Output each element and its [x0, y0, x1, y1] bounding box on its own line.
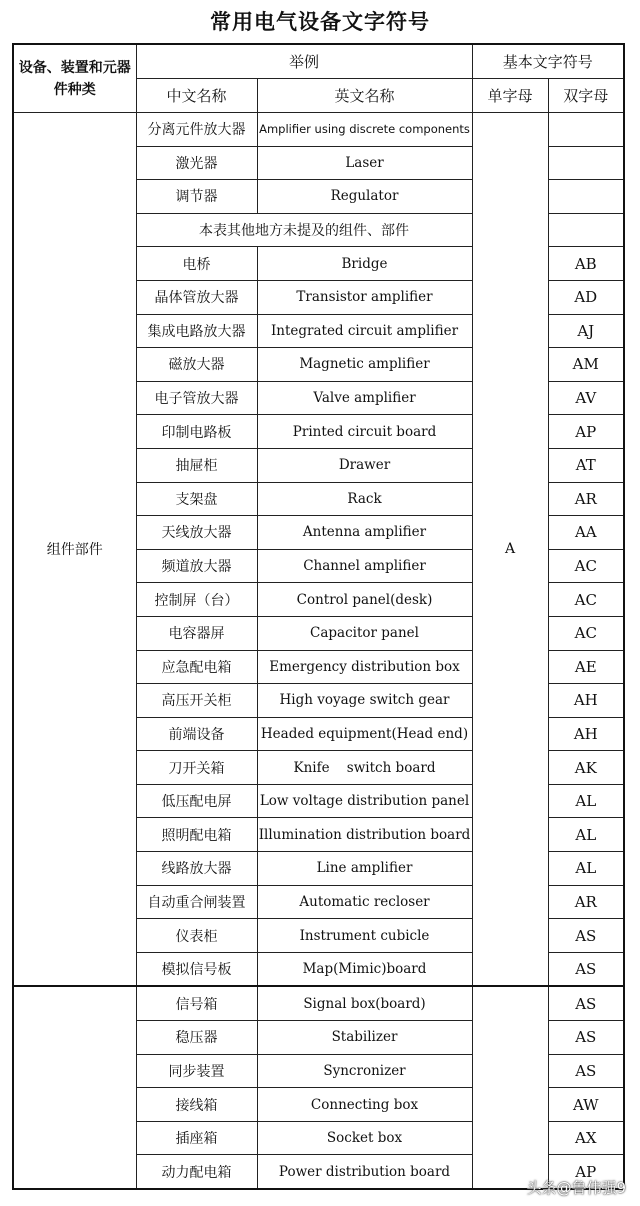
double-letter-cell: AA — [548, 516, 624, 550]
single-letter-cell: A — [472, 113, 548, 987]
cn-name-cell: 激光器 — [136, 146, 257, 180]
double-letter-cell: AH — [548, 717, 624, 751]
watermark: 头条@鲁伟强9 — [526, 1179, 626, 1197]
double-letter-cell — [548, 213, 624, 247]
en-name-cell: Low voltage distribution panel — [257, 784, 472, 818]
cn-name-cell: 同步装置 — [136, 1054, 257, 1088]
en-name-cell: Magnetic amplifier — [257, 348, 472, 382]
cn-name-cell: 高压开关柜 — [136, 684, 257, 718]
en-name-cell: Channel amplifier — [257, 549, 472, 583]
header-example: 举例 — [136, 44, 472, 79]
table-row — [13, 986, 624, 1020]
double-letter-cell: AP — [548, 1155, 624, 1189]
cn-name-cell: 集成电路放大器 — [136, 314, 257, 348]
en-name-cell: Connecting box — [257, 1088, 472, 1122]
en-name-cell: Control panel(desk) — [257, 583, 472, 617]
table-body — [13, 113, 624, 1190]
double-letter-cell — [548, 113, 624, 147]
en-name-cell: Bridge — [257, 247, 472, 281]
en-name-cell: Socket box — [257, 1121, 472, 1155]
en-name-cell: Regulator — [257, 180, 472, 214]
double-letter-cell — [548, 146, 624, 180]
category-cell — [13, 986, 136, 1189]
table-header — [13, 44, 624, 113]
double-letter-cell: AR — [548, 885, 624, 919]
cn-name-cell: 抽屉柜 — [136, 448, 257, 482]
en-name-cell: Map(Mimic)board — [257, 952, 472, 986]
double-letter-cell: AC — [548, 616, 624, 650]
double-letter-cell: AS — [548, 1021, 624, 1055]
header-category: 设备、装置和元器件种类 — [13, 44, 136, 113]
double-letter-cell: AV — [548, 381, 624, 415]
en-name-cell: Amplifier using discrete components — [257, 113, 472, 147]
cn-name-cell: 电子管放大器 — [136, 381, 257, 415]
cn-name-cell: 插座箱 — [136, 1121, 257, 1155]
cn-name-cell: 磁放大器 — [136, 348, 257, 382]
header-cn-name: 中文名称 — [136, 79, 257, 113]
en-name-cell: Illumination distribution board — [257, 818, 472, 852]
double-letter-cell: AB — [548, 247, 624, 281]
cn-name-cell: 电桥 — [136, 247, 257, 281]
header-en-name: 英文名称 — [257, 79, 472, 113]
cn-name-cell: 频道放大器 — [136, 549, 257, 583]
double-letter-cell: AL — [548, 852, 624, 886]
cn-name-cell: 控制屏（台） — [136, 583, 257, 617]
double-letter-cell: AE — [548, 650, 624, 684]
en-name-cell: Printed circuit board — [257, 415, 472, 449]
cn-name-cell: 电容器屏 — [136, 616, 257, 650]
double-letter-cell: AS — [548, 952, 624, 986]
double-letter-cell: AC — [548, 583, 624, 617]
double-letter-cell: AP — [548, 415, 624, 449]
cn-name-cell: 信号箱 — [136, 986, 257, 1020]
en-name-cell: Power distribution board — [257, 1155, 472, 1189]
double-letter-cell: AD — [548, 280, 624, 314]
double-letter-cell — [548, 180, 624, 214]
cn-name-cell: 仪表柜 — [136, 919, 257, 953]
en-name-cell: Capacitor panel — [257, 616, 472, 650]
cn-name-cell: 动力配电箱 — [136, 1155, 257, 1189]
en-name-cell: Line amplifier — [257, 852, 472, 886]
en-name-cell: Stabilizer — [257, 1021, 472, 1055]
en-name-cell: Syncronizer — [257, 1054, 472, 1088]
cn-name-cell: 天线放大器 — [136, 516, 257, 550]
double-letter-cell: AL — [548, 784, 624, 818]
cn-name-cell: 本表其他地方未提及的组件、部件 — [136, 213, 472, 247]
double-letter-cell: AS — [548, 919, 624, 953]
en-name-cell: Emergency distribution box — [257, 650, 472, 684]
double-letter-cell: AS — [548, 986, 624, 1020]
en-name-cell: Antenna amplifier — [257, 516, 472, 550]
en-name-cell: Transistor amplifier — [257, 280, 472, 314]
header-basic-symbol: 基本文字符号 — [472, 44, 624, 79]
double-letter-cell: AH — [548, 684, 624, 718]
en-name-cell: Instrument cubicle — [257, 919, 472, 953]
cn-name-cell: 接线箱 — [136, 1088, 257, 1122]
cn-name-cell: 稳压器 — [136, 1021, 257, 1055]
double-letter-cell: AK — [548, 751, 624, 785]
double-letter-cell: AW — [548, 1088, 624, 1122]
cn-name-cell: 刀开关箱 — [136, 751, 257, 785]
table-row — [13, 113, 624, 147]
en-name-cell: Laser — [257, 146, 472, 180]
double-letter-cell: AS — [548, 1054, 624, 1088]
cn-name-cell: 印制电路板 — [136, 415, 257, 449]
cn-name-cell: 模拟信号板 — [136, 952, 257, 986]
cn-name-cell: 线路放大器 — [136, 852, 257, 886]
cn-name-cell: 照明配电箱 — [136, 818, 257, 852]
header-single: 单字母 — [472, 79, 548, 113]
cn-name-cell: 低压配电屏 — [136, 784, 257, 818]
en-name-cell: Integrated circuit amplifier — [257, 314, 472, 348]
double-letter-cell: AT — [548, 448, 624, 482]
en-name-cell: Rack — [257, 482, 472, 516]
cn-name-cell: 调节器 — [136, 180, 257, 214]
cn-name-cell: 前端设备 — [136, 717, 257, 751]
double-letter-cell: AC — [548, 549, 624, 583]
double-letter-cell: AX — [548, 1121, 624, 1155]
en-name-cell: Drawer — [257, 448, 472, 482]
en-name-cell: High voyage switch gear — [257, 684, 472, 718]
cn-name-cell: 支架盘 — [136, 482, 257, 516]
page-title: 常用电气设备文字符号 — [210, 9, 430, 34]
header-double: 双字母 — [548, 79, 624, 113]
cn-name-cell: 分离元件放大器 — [136, 113, 257, 147]
double-letter-cell: AM — [548, 348, 624, 382]
cn-name-cell: 自动重合闸装置 — [136, 885, 257, 919]
single-letter-cell — [472, 986, 548, 1189]
double-letter-cell: AL — [548, 818, 624, 852]
category-cell: 组件部件 — [13, 113, 136, 987]
en-name-cell: Automatic recloser — [257, 885, 472, 919]
cn-name-cell: 晶体管放大器 — [136, 280, 257, 314]
double-letter-cell: AR — [548, 482, 624, 516]
en-name-cell: Valve amplifier — [257, 381, 472, 415]
symbol-table — [12, 43, 625, 1190]
en-name-cell: Knife switch board — [257, 751, 472, 785]
cn-name-cell: 应急配电箱 — [136, 650, 257, 684]
en-name-cell: Headed equipment(Head end) — [257, 717, 472, 751]
double-letter-cell: AJ — [548, 314, 624, 348]
en-name-cell: Signal box(board) — [257, 986, 472, 1020]
